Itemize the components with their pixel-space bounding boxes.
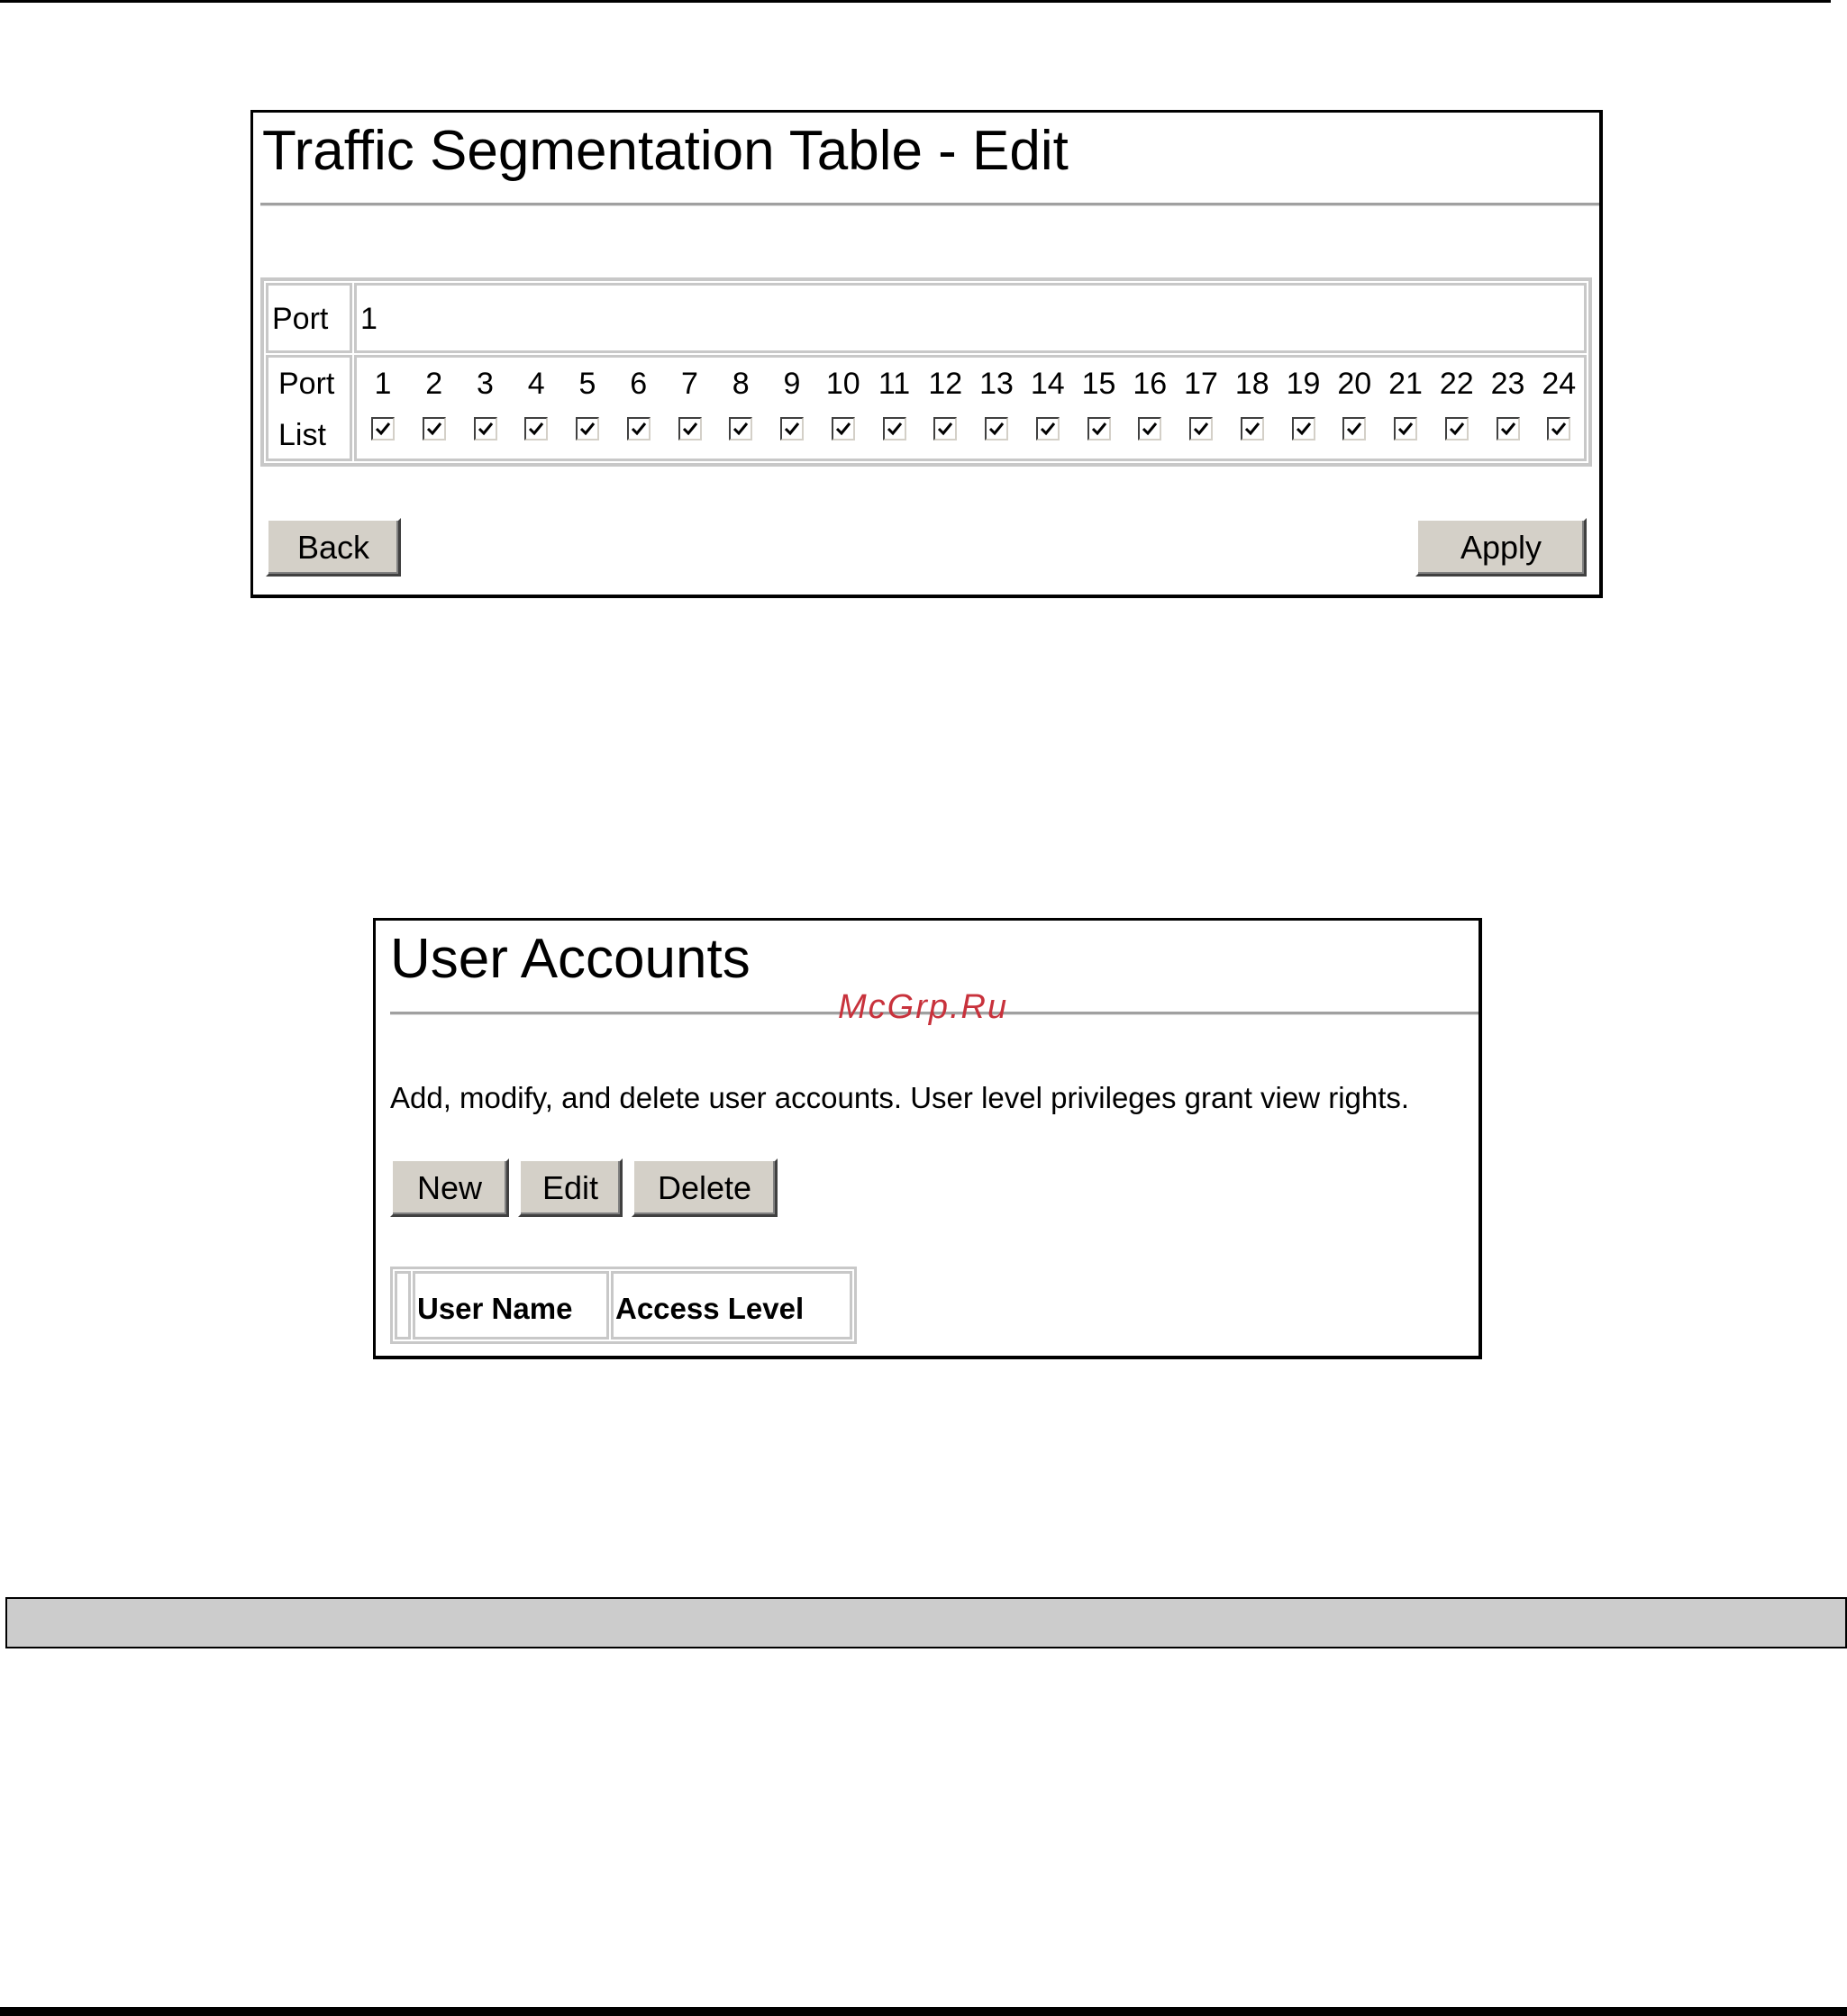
check-icon	[631, 421, 647, 437]
apply-button[interactable]: Apply	[1415, 518, 1587, 577]
check-icon	[1040, 421, 1056, 437]
port-list-label-line1: Port	[278, 367, 335, 401]
new-button[interactable]: New	[390, 1158, 509, 1217]
delete-button[interactable]: Delete	[632, 1158, 778, 1217]
check-icon	[1346, 421, 1362, 437]
segmentation-table	[260, 277, 1592, 467]
check-icon	[1397, 421, 1414, 437]
user-accounts-description: Add, modify, and delete user accounts. User level privileges grant view rights.	[390, 1081, 1410, 1114]
page-title: Traffic Segmentation Table - Edit	[262, 120, 1069, 182]
check-icon	[732, 421, 749, 437]
port-number-14: 14	[1030, 367, 1065, 401]
port-number-20: 20	[1337, 367, 1372, 401]
check-icon	[887, 421, 903, 437]
port-number-21: 21	[1388, 367, 1423, 401]
port-number-19: 19	[1286, 367, 1321, 401]
port-checkbox-14[interactable]	[1036, 417, 1060, 440]
port-checkbox-8[interactable]	[729, 417, 752, 440]
port-number-11: 11	[878, 367, 911, 401]
port-checkbox-21[interactable]	[1394, 417, 1417, 440]
check-icon	[1193, 421, 1209, 437]
port-number-8: 8	[732, 367, 750, 401]
port-value-cell	[354, 283, 1587, 353]
port-number-3: 3	[477, 367, 494, 401]
port-checkbox-13[interactable]	[985, 417, 1008, 440]
port-list-label-line2: List	[278, 418, 326, 452]
check-icon	[835, 421, 851, 437]
port-checkbox-4[interactable]	[524, 417, 548, 440]
port-checkbox-2[interactable]	[423, 417, 446, 440]
port-number-24: 24	[1542, 367, 1577, 401]
port-number-7: 7	[681, 367, 698, 401]
port-list-label-cell	[266, 355, 352, 461]
port-number-15: 15	[1081, 367, 1116, 401]
check-icon	[579, 421, 596, 437]
check-icon	[1296, 421, 1312, 437]
port-checkbox-18[interactable]	[1241, 417, 1264, 440]
port-checkbox-3[interactable]	[474, 417, 497, 440]
check-icon	[1244, 421, 1260, 437]
port-checkbox-17[interactable]	[1189, 417, 1213, 440]
user-accounts-title: User Accounts	[390, 928, 751, 990]
check-icon	[528, 421, 544, 437]
user-accounts-table	[390, 1267, 857, 1344]
gray-bar	[5, 1597, 1847, 1648]
check-icon	[1091, 421, 1107, 437]
port-number-5: 5	[578, 367, 596, 401]
column-header-access-level: Access Level	[611, 1271, 852, 1339]
traffic-segmentation-panel	[250, 110, 1603, 598]
port-number-22: 22	[1439, 367, 1474, 401]
port-label-cell	[266, 283, 352, 353]
check-icon	[1449, 421, 1465, 437]
user-accounts-panel	[373, 918, 1482, 1359]
check-icon	[1551, 421, 1567, 437]
port-checkbox-22[interactable]	[1445, 417, 1469, 440]
watermark: McGrp.Ru	[838, 988, 1009, 1026]
port-checkbox-5[interactable]	[576, 417, 599, 440]
bottom-rule	[0, 2007, 1847, 2016]
check-icon	[988, 421, 1005, 437]
port-checkbox-6[interactable]	[627, 417, 651, 440]
port-checkbox-20[interactable]	[1342, 417, 1366, 440]
port-checkbox-12[interactable]	[933, 417, 957, 440]
port-number-4: 4	[527, 367, 545, 401]
check-icon	[426, 421, 442, 437]
check-icon	[682, 421, 698, 437]
check-icon	[375, 421, 391, 437]
edit-button[interactable]: Edit	[518, 1158, 623, 1217]
port-checkbox-15[interactable]	[1087, 417, 1111, 440]
port-checkbox-11[interactable]	[883, 417, 906, 440]
back-button[interactable]: Back	[266, 518, 401, 577]
title-divider	[260, 203, 1599, 206]
check-icon	[1500, 421, 1516, 437]
port-label: Port	[272, 302, 329, 336]
port-number-2: 2	[425, 367, 443, 401]
port-number-18: 18	[1234, 367, 1269, 401]
port-value: 1	[360, 302, 378, 336]
check-icon	[478, 421, 494, 437]
port-number-23: 23	[1490, 367, 1525, 401]
port-number-6: 6	[630, 367, 648, 401]
port-checkbox-1[interactable]	[371, 417, 395, 440]
column-header-user-name: User Name	[413, 1271, 609, 1339]
check-icon	[937, 421, 953, 437]
port-number-17: 17	[1184, 367, 1218, 401]
port-number-9: 9	[783, 367, 801, 401]
check-icon	[784, 421, 800, 437]
port-list-area	[354, 355, 1587, 461]
port-number-10: 10	[825, 367, 860, 401]
port-number-13: 13	[979, 367, 1014, 401]
port-number-16: 16	[1133, 367, 1168, 401]
port-number-1: 1	[374, 367, 392, 401]
check-icon	[1142, 421, 1158, 437]
port-checkbox-9[interactable]	[780, 417, 804, 440]
port-checkbox-19[interactable]	[1292, 417, 1315, 440]
port-checkbox-23[interactable]	[1497, 417, 1520, 440]
port-checkbox-10[interactable]	[832, 417, 855, 440]
port-checkbox-7[interactable]	[678, 417, 702, 440]
port-checkbox-24[interactable]	[1547, 417, 1570, 440]
port-number-12: 12	[928, 367, 963, 401]
port-checkbox-16[interactable]	[1138, 417, 1161, 440]
select-column-header	[395, 1271, 411, 1339]
top-rule	[0, 0, 1831, 3]
